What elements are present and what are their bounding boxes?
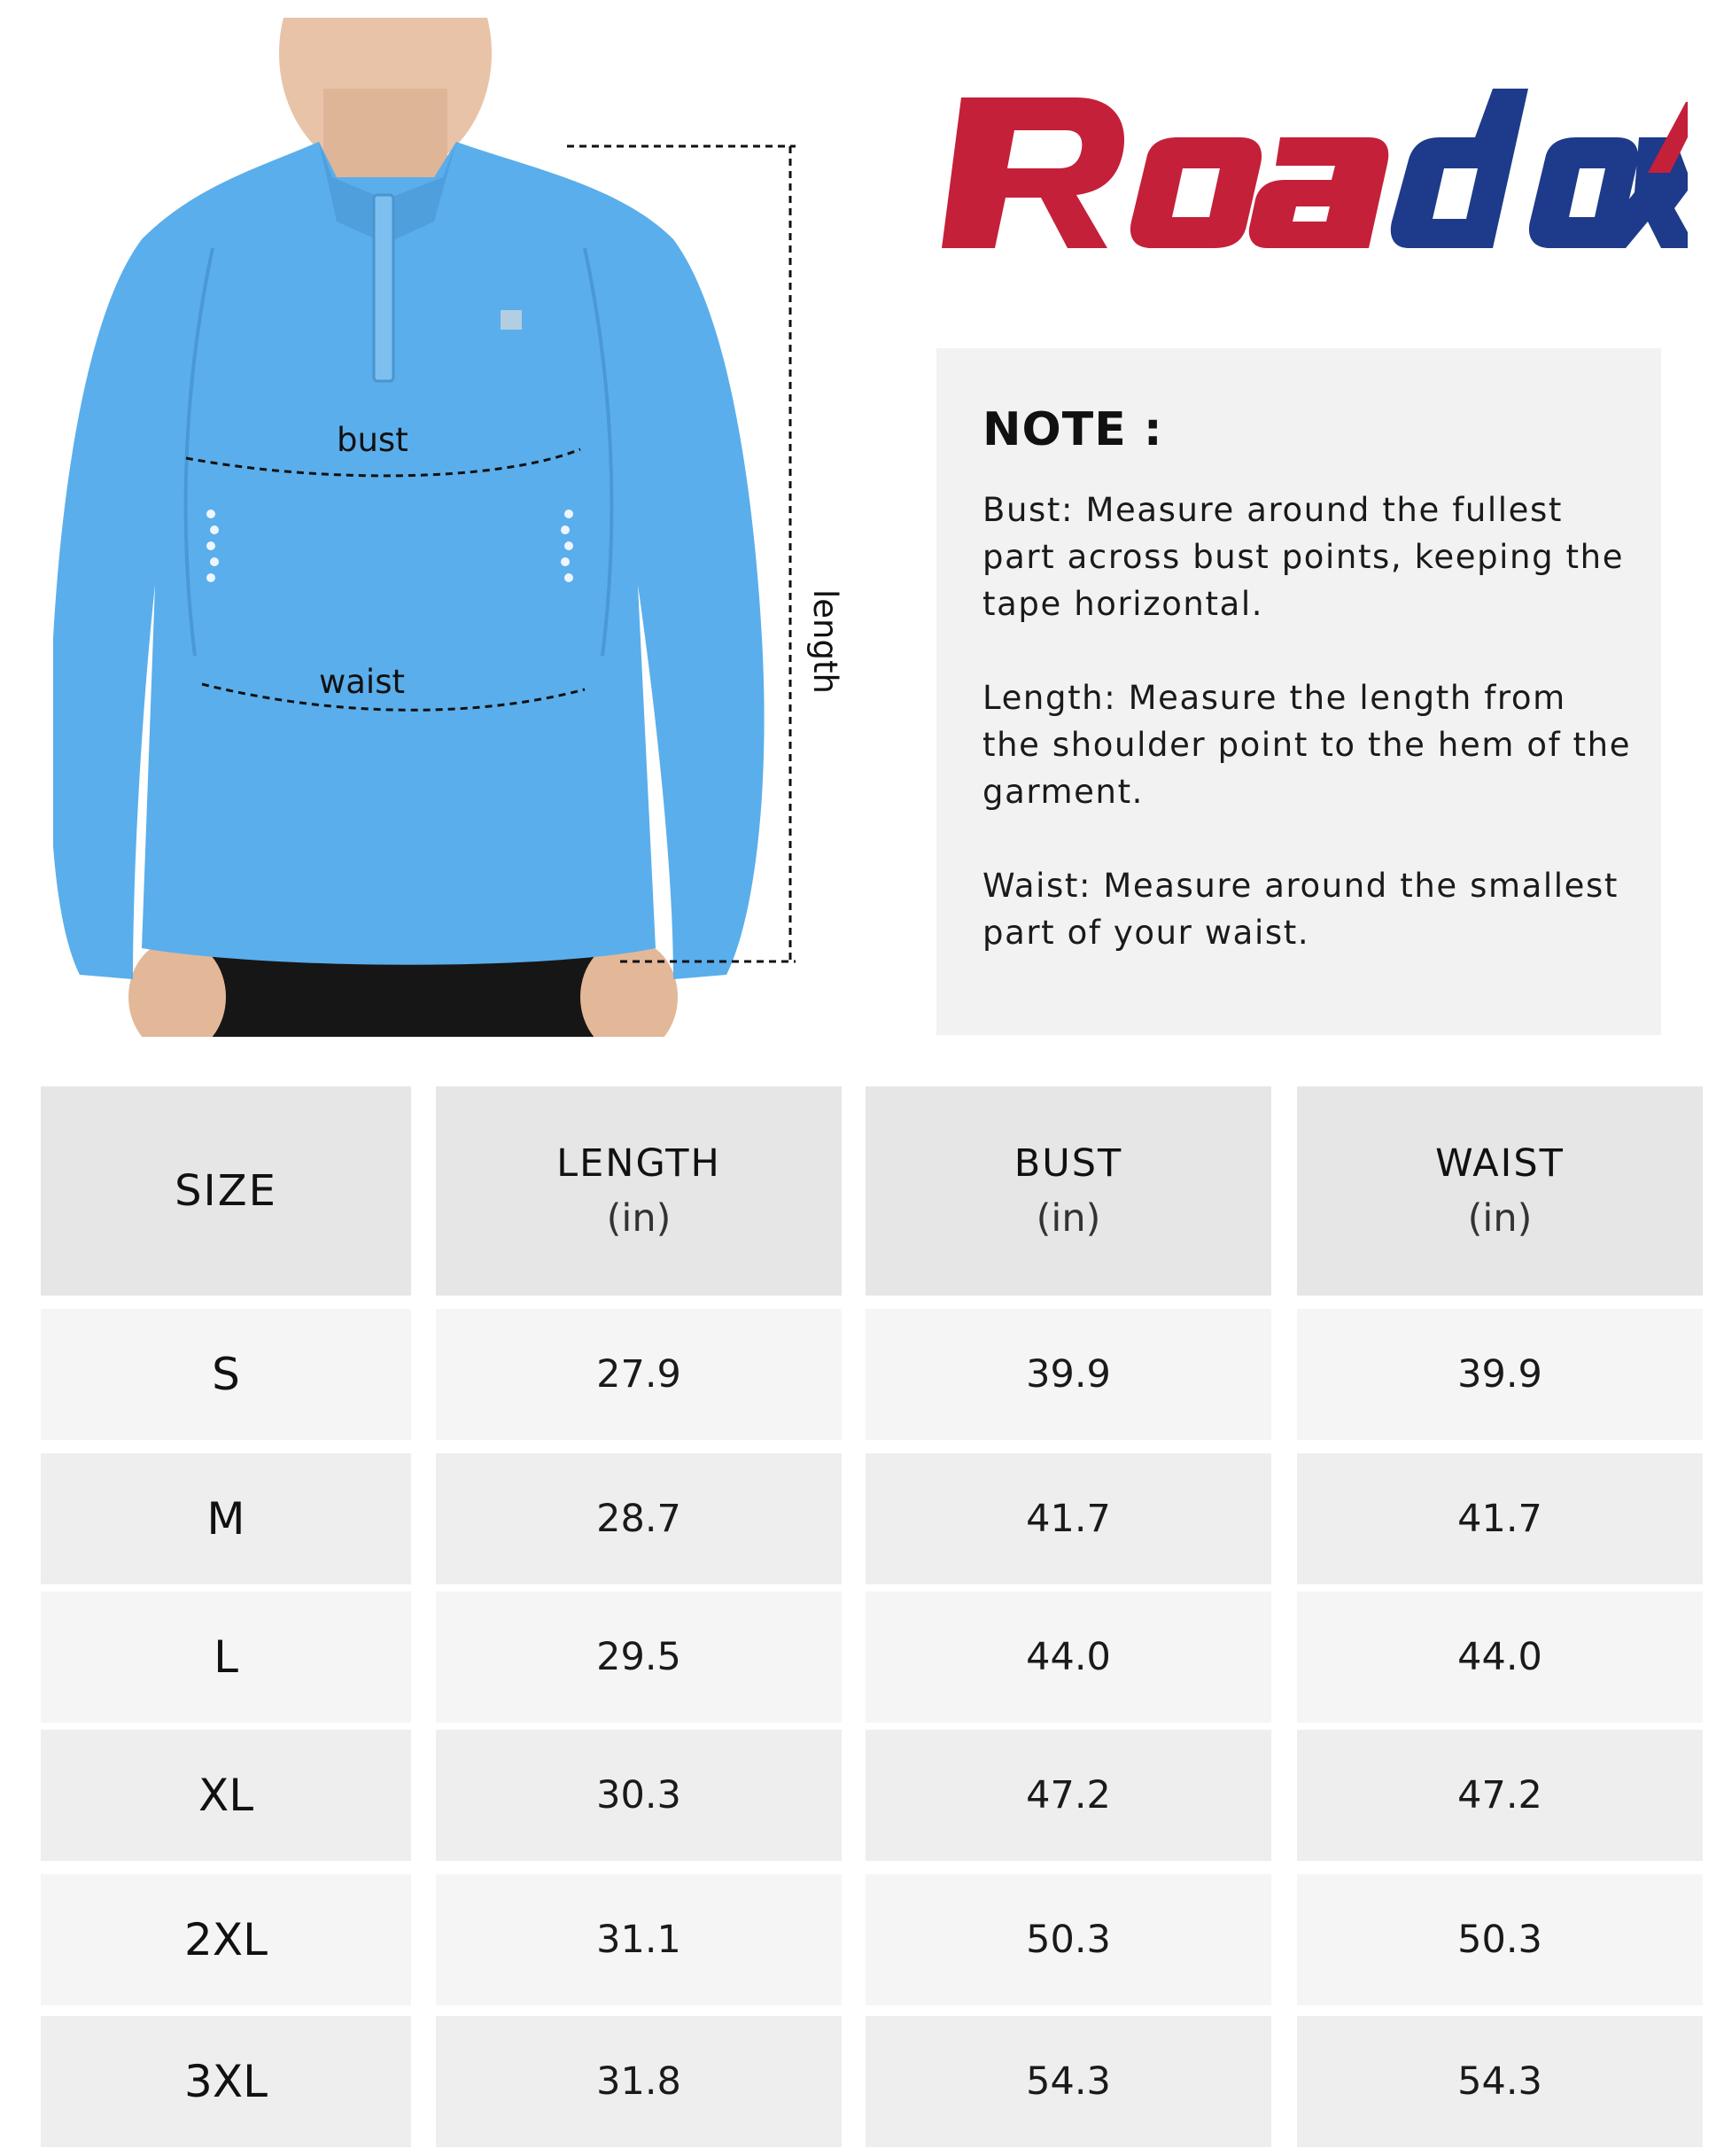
table-row-bust: 39.9	[866, 1309, 1271, 1440]
table-row-size: 2XL	[41, 1874, 411, 2005]
table-row-waist: 44.0	[1297, 1592, 1703, 1723]
note-title: NOTE :	[982, 403, 1163, 456]
table-row-size: M	[41, 1453, 411, 1584]
header-waist-unit: (in)	[1467, 1196, 1533, 1241]
note-bust: Bust: Measure around the fullest part across bust points, keeping the tape horizontal.	[982, 491, 1625, 623]
table-row-length: 29.5	[436, 1592, 842, 1723]
table-row-bust: 47.2	[866, 1730, 1271, 1861]
header-waist-label: WAIST	[1435, 1141, 1565, 1186]
note-length: Length: Measure the length from the shoulder point to the hem of the garment.	[982, 679, 1632, 811]
table-row-size: L	[41, 1592, 411, 1723]
header-waist	[1297, 1086, 1703, 1296]
waist-label: waist	[319, 663, 405, 701]
header-size-label: SIZE	[175, 1166, 277, 1216]
bust-label: bust	[337, 421, 408, 459]
table-row-waist: 54.3	[1297, 2016, 1703, 2147]
table-row-size: S	[41, 1309, 411, 1440]
table-row-length: 27.9	[436, 1309, 842, 1440]
brand-logo	[926, 84, 1688, 261]
table-row-size: XL	[41, 1730, 411, 1861]
header-size	[41, 1086, 411, 1296]
product-photo	[53, 18, 844, 1037]
header-bust-label: BUST	[1013, 1141, 1123, 1186]
table-row-waist: 47.2	[1297, 1730, 1703, 1861]
table-row-length: 31.1	[436, 1874, 842, 2005]
table-row-waist: 41.7	[1297, 1453, 1703, 1584]
note-waist: Waist: Measure around the smallest part of your waist.	[982, 867, 1619, 952]
table-row-size: 3XL	[41, 2016, 411, 2147]
header-length-unit: (in)	[606, 1196, 672, 1241]
header-bust-unit: (in)	[1036, 1196, 1101, 1241]
measurement-note	[936, 348, 1661, 1035]
shirt-illustration	[53, 18, 833, 1037]
table-row-bust: 41.7	[866, 1453, 1271, 1584]
roadbox-logo-icon	[926, 84, 1688, 261]
table-row-length: 30.3	[436, 1730, 842, 1861]
table-row-bust: 54.3	[866, 2016, 1271, 2147]
header-length	[436, 1086, 842, 1296]
header-length-label: LENGTH	[556, 1141, 721, 1186]
header-bust	[866, 1086, 1271, 1296]
table-row-bust: 44.0	[866, 1592, 1271, 1723]
table-row-length: 28.7	[436, 1453, 842, 1584]
table-row-bust: 50.3	[866, 1874, 1271, 2005]
table-row-waist: 50.3	[1297, 1874, 1703, 2005]
table-row-waist: 39.9	[1297, 1309, 1703, 1440]
length-label: length	[806, 589, 844, 694]
table-row-length: 31.8	[436, 2016, 842, 2147]
